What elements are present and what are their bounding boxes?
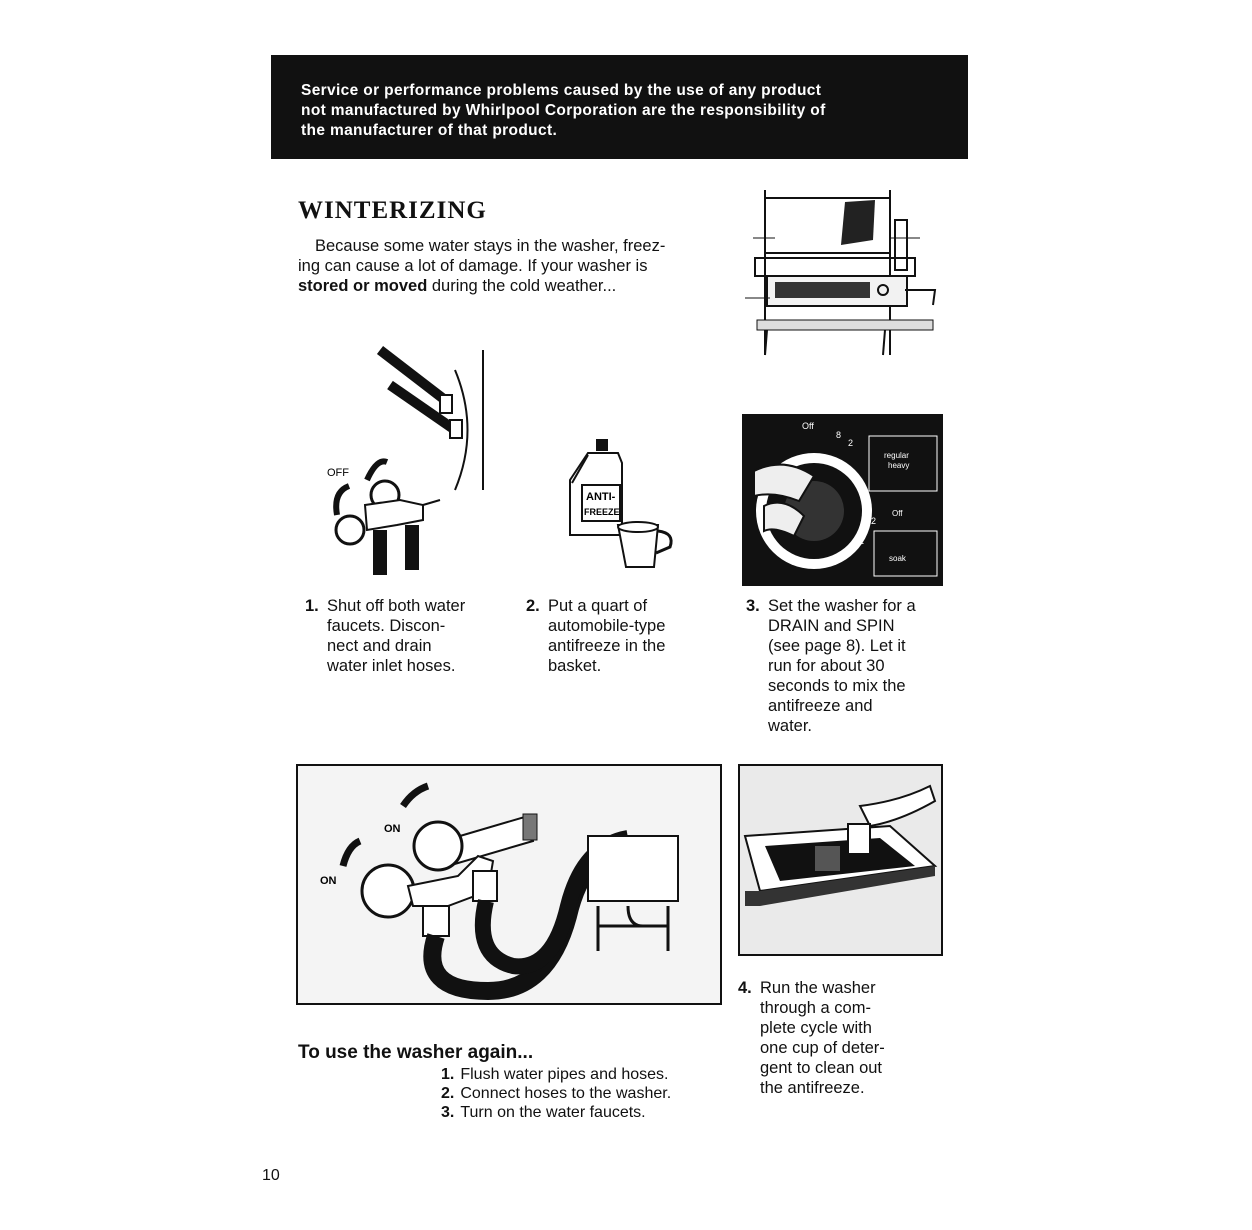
off2-label: Off — [892, 509, 903, 518]
dial-off-label: Off — [802, 421, 814, 431]
step-line: water inlet hoses. — [327, 657, 456, 675]
dial-2-label: 2 — [848, 438, 854, 448]
step-line: automobile-type — [548, 617, 666, 635]
step-line: through a com- — [760, 999, 871, 1017]
faucet-on-illustration — [296, 764, 722, 1005]
step-line: one cup of deter- — [760, 1039, 885, 1057]
antifreeze-illustration — [560, 435, 690, 575]
intro-line: ing can cause a lot of damage. If your washer is — [298, 257, 648, 275]
notice-line: Service or performance problems caused by the use of any product — [301, 82, 822, 99]
dial-22-label: 22 — [866, 516, 877, 526]
intro-line — [298, 276, 738, 296]
heavy-label: heavy — [888, 461, 910, 470]
dial-12-label: 12 — [854, 536, 865, 546]
off-label: OFF — [327, 467, 349, 479]
use-again-heading: To use the washer again... — [298, 1042, 534, 1063]
step-line: the antifreeze. — [760, 1079, 865, 1097]
step-line: antifreeze and — [768, 697, 873, 715]
step-line: plete cycle with — [760, 1019, 872, 1037]
list-text: Turn on the water faucets. — [460, 1104, 646, 1121]
step-line: Put a quart of — [548, 597, 648, 615]
step-line: (see page 8). Let it — [768, 637, 906, 655]
step-number: 2. — [526, 597, 540, 615]
step-1 — [305, 596, 465, 676]
regular-label: regular — [884, 451, 909, 460]
notice-banner — [271, 55, 968, 159]
faucet-off-illustration — [305, 340, 505, 580]
step-2 — [526, 596, 665, 676]
page-number: 10 — [262, 1167, 280, 1184]
step-line: DRAIN and SPIN — [768, 617, 895, 635]
step-line: seconds to mix the — [768, 677, 906, 695]
washer-pour-illustration — [738, 764, 943, 956]
freeze-label: FREEZE — [584, 507, 620, 517]
list-number: 3. — [441, 1104, 455, 1121]
step-line: water. — [768, 717, 813, 735]
list-text: Connect hoses to the washer. — [460, 1085, 672, 1102]
on-label-upper: ON — [384, 823, 401, 835]
list-item — [441, 1084, 671, 1103]
notice-line: the manufacturer of that product. — [301, 122, 558, 139]
step-3 — [746, 596, 916, 736]
step-line: Set the washer for a — [768, 597, 916, 615]
step-number: 1. — [305, 597, 319, 615]
intro-tail: during the cold weather... — [427, 277, 617, 295]
step-line: basket. — [548, 657, 602, 675]
list-number: 1. — [441, 1066, 455, 1083]
list-item — [441, 1065, 671, 1084]
step-line: Shut off both water — [327, 597, 466, 615]
list-text: Flush water pipes and hoses. — [460, 1066, 669, 1083]
step-line: faucets. Discon- — [327, 617, 446, 635]
step-line: run for about 30 — [768, 657, 885, 675]
list-item — [441, 1103, 671, 1122]
step-line: nect and drain — [327, 637, 432, 655]
intro-emphasis: stored or moved — [298, 277, 428, 295]
anti-label: ANTI- — [586, 491, 616, 503]
step-4 — [738, 978, 885, 1098]
step-line: antifreeze in the — [548, 637, 666, 655]
intro-line: Because some water stays in the washer, freez- — [315, 237, 666, 255]
soak-label: soak — [889, 554, 906, 563]
dial-8-label: 8 — [836, 430, 842, 440]
intro-paragraph — [298, 236, 738, 296]
list-number: 2. — [441, 1085, 455, 1102]
section-title: WINTERIZING — [298, 197, 487, 224]
step-number: 4. — [738, 979, 752, 997]
on-label-lower: ON — [320, 875, 337, 887]
step-line: gent to clean out — [760, 1059, 883, 1077]
step-line: Run the washer — [760, 979, 876, 997]
step-number: 3. — [746, 597, 760, 615]
use-again-list — [441, 1065, 671, 1122]
dial-panel-illustration — [742, 414, 943, 586]
notice-line: not manufactured by Whirlpool Corporation are the responsibility of — [301, 102, 826, 119]
washer-cold-room-illustration — [745, 190, 945, 360]
